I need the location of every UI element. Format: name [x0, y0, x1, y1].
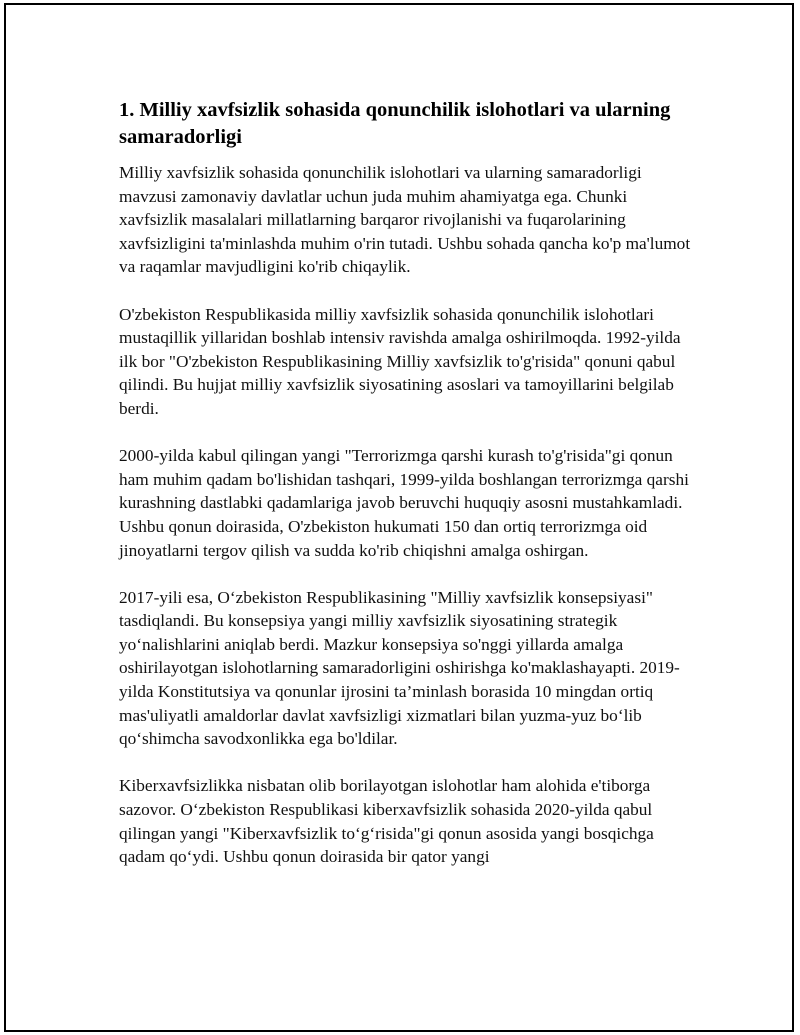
paragraph-terrorism-law: 2000-yilda kabul qilingan yangi "Terrorizmga qarshi kurash to'g'risida"gi qonun ham muhim qadam bo'lishidan tashqari, 1999-yilda boshlangan terrorizmga qarshi kurashning dastlabki qadamlariga javob beruvchi huquqiy asosni mustahkamladi. Ushbu qonun doirasida, O'zbekiston hukumati 150 dan ortiq terrorizmga oid jinoyatlarni tergov qilish va sudda ko'rib chiqishni amalga oshirgan. [119, 446, 689, 560]
paragraph-intro: Milliy xavfsizlik sohasida qonunchilik islohotlari va ularning samaradorligi mavzusi zamonaviy davlatlar uchun juda muhim ahamiyatga ega. Chunki xavfsizlik masalalari millatlarning barqaror rivojlanishi va fuqarolarining xavfsizligini ta'minlashda muhim o'rin tutadi. Ushbu sohada qancha ko'p ma'lumot va raqamlar mavjudligini ko'rib chiqaylik. [119, 163, 691, 277]
document-body [119, 97, 699, 892]
page-frame [4, 3, 794, 1032]
paragraph-2017-concept: 2017-yili esa, O‘zbekiston Respublikasining "Milliy xavfsizlik konsepsiyasi" tasdiqlandi. Bu konsepsiya yangi milliy xavfsizlik siyosatining strategik yo‘nalishlarini aniqlab berdi. Mazkur konsepsiya so'nggi yillarda amalga oshirilayotgan islohotlarning samaradorligini oshirishga ko'maklashayapti. 2019-yilda Konstitutsiya va qonunlar ijrosini ta’minlash borasida 10 mingdan ortiq mas'uliyatli amaldorlar davlat xavfsizligi xizmatlari bilan yuzma-yuz bo‘lib qo‘shimcha savodxonlikka ega bo'ldilar. [119, 587, 680, 749]
paragraph-1992-law: O'zbekiston Respublikasida milliy xavfsizlik sohasida qonunchilik islohotlari mustaqillik yillaridan boshlab intensiv ravishda amalga oshirilmoqda. 1992-yilda ilk bor "O'zbekiston Respublikasining Milliy xavfsizlik to'g'risida" qonuni qabul qilindi. Bu hujjat milliy xavfsizlik siyosatining asoslari va tamoyillarini belgilab berdi. [119, 304, 681, 418]
paragraph-cybersecurity: Kiberxavfsizlikka nisbatan olib borilayotgan islohotlar ham alohida e'tiborga sazovor. O‘zbekiston Respublikasi kiberxavfsizlik sohasida 2020-yilda qabul qilingan yangi "Kiberxavfsizlik to‘g‘risida"gi qonun asosida yangi bosqichga qadam qo‘ydi. Ushbu qonun doirasida bir qator yangi [119, 776, 654, 867]
section-heading: 1. Milliy xavfsizlik sohasida qonunchilik islohotlari va ularning samaradorligi [119, 99, 671, 148]
